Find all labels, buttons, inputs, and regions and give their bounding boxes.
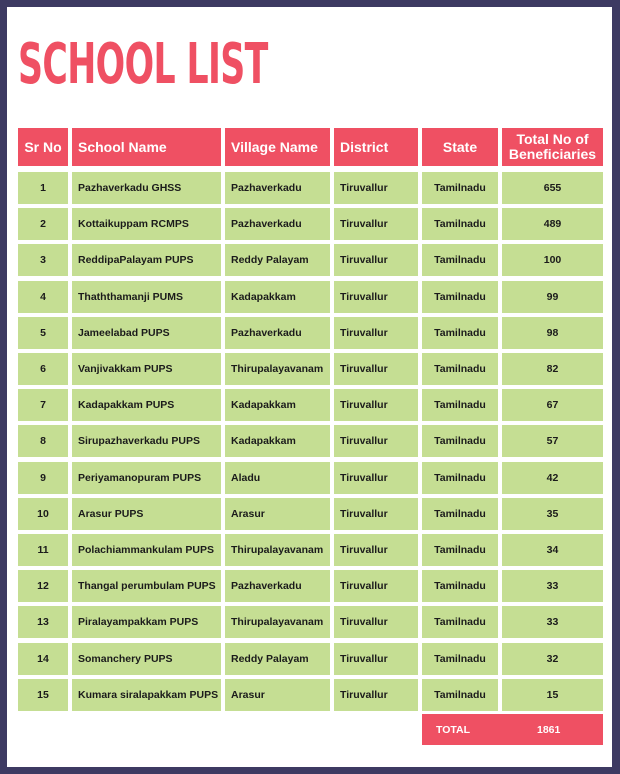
header-sr-no: Sr No <box>18 128 68 166</box>
cell-village-name: Reddy Palayam <box>225 244 330 276</box>
cell-village-name: Arasur <box>225 679 330 711</box>
cell-state: Tamilnadu <box>422 425 498 457</box>
header-beneficiaries: Total No of Beneficiaries <box>502 128 603 166</box>
cell-beneficiaries: 99 <box>502 281 603 313</box>
cell-sr-no: 9 <box>18 462 68 494</box>
cell-beneficiaries: 655 <box>502 172 603 204</box>
cell-sr-no: 1 <box>18 172 68 204</box>
cell-state: Tamilnadu <box>422 679 498 711</box>
cell-village-name: Kadapakkam <box>225 389 330 421</box>
cell-village-name: Thirupalayavanam <box>225 606 330 638</box>
cell-beneficiaries: 98 <box>502 317 603 349</box>
cell-district: Tiruvallur <box>334 281 418 313</box>
cell-village-name: Pazhaverkadu <box>225 317 330 349</box>
cell-school-name: Thaththamanji PUMS <box>72 281 221 313</box>
cell-state: Tamilnadu <box>422 317 498 349</box>
cell-state: Tamilnadu <box>422 244 498 276</box>
cell-school-name: Sirupazhaverkadu PUPS <box>72 425 221 457</box>
cell-beneficiaries: 82 <box>502 353 603 385</box>
cell-village-name: Thirupalayavanam <box>225 353 330 385</box>
cell-village-name: Reddy Palayam <box>225 643 330 675</box>
cell-sr-no: 5 <box>18 317 68 349</box>
cell-school-name: Piralayampakkam PUPS <box>72 606 221 638</box>
total-row <box>422 714 603 745</box>
cell-district: Tiruvallur <box>334 462 418 494</box>
cell-state: Tamilnadu <box>422 281 498 313</box>
cell-sr-no: 14 <box>18 643 68 675</box>
cell-school-name: Kadapakkam PUPS <box>72 389 221 421</box>
cell-state: Tamilnadu <box>422 643 498 675</box>
header-village-name: Village Name <box>225 128 330 166</box>
cell-state: Tamilnadu <box>422 172 498 204</box>
cell-village-name: Pazhaverkadu <box>225 208 330 240</box>
page-frame <box>7 7 612 767</box>
cell-beneficiaries: 57 <box>502 425 603 457</box>
cell-district: Tiruvallur <box>334 208 418 240</box>
cell-state: Tamilnadu <box>422 208 498 240</box>
cell-sr-no: 4 <box>18 281 68 313</box>
cell-school-name: Vanjivakkam PUPS <box>72 353 221 385</box>
cell-district: Tiruvallur <box>334 389 418 421</box>
cell-district: Tiruvallur <box>334 679 418 711</box>
cell-beneficiaries: 33 <box>502 570 603 602</box>
cell-district: Tiruvallur <box>334 317 418 349</box>
cell-sr-no: 15 <box>18 679 68 711</box>
total-label: TOTAL <box>436 724 471 736</box>
page-title: SCHOOL LIST <box>18 32 268 97</box>
cell-beneficiaries: 489 <box>502 208 603 240</box>
cell-sr-no: 3 <box>18 244 68 276</box>
cell-school-name: Kumara siralapakkam PUPS <box>72 679 221 711</box>
cell-village-name: Kadapakkam <box>225 281 330 313</box>
cell-beneficiaries: 15 <box>502 679 603 711</box>
cell-state: Tamilnadu <box>422 389 498 421</box>
cell-district: Tiruvallur <box>334 353 418 385</box>
cell-village-name: Aladu <box>225 462 330 494</box>
cell-sr-no: 7 <box>18 389 68 421</box>
cell-district: Tiruvallur <box>334 643 418 675</box>
cell-village-name: Kadapakkam <box>225 425 330 457</box>
total-value: 1861 <box>537 724 561 736</box>
cell-district: Tiruvallur <box>334 606 418 638</box>
cell-village-name: Arasur <box>225 498 330 530</box>
cell-school-name: Polachiammankulam PUPS <box>72 534 221 566</box>
cell-beneficiaries: 35 <box>502 498 603 530</box>
cell-village-name: Pazhaverkadu <box>225 570 330 602</box>
cell-village-name: Pazhaverkadu <box>225 172 330 204</box>
cell-state: Tamilnadu <box>422 498 498 530</box>
cell-sr-no: 2 <box>18 208 68 240</box>
cell-village-name: Thirupalayavanam <box>225 534 330 566</box>
cell-sr-no: 8 <box>18 425 68 457</box>
cell-district: Tiruvallur <box>334 570 418 602</box>
cell-beneficiaries: 34 <box>502 534 603 566</box>
cell-beneficiaries: 33 <box>502 606 603 638</box>
cell-sr-no: 12 <box>18 570 68 602</box>
cell-state: Tamilnadu <box>422 353 498 385</box>
cell-district: Tiruvallur <box>334 244 418 276</box>
cell-state: Tamilnadu <box>422 606 498 638</box>
cell-state: Tamilnadu <box>422 570 498 602</box>
cell-school-name: Somanchery PUPS <box>72 643 221 675</box>
cell-state: Tamilnadu <box>422 462 498 494</box>
cell-school-name: Thangal perumbulam PUPS <box>72 570 221 602</box>
header-state: State <box>422 128 498 166</box>
cell-sr-no: 11 <box>18 534 68 566</box>
cell-beneficiaries: 67 <box>502 389 603 421</box>
cell-district: Tiruvallur <box>334 498 418 530</box>
cell-school-name: Arasur PUPS <box>72 498 221 530</box>
cell-state: Tamilnadu <box>422 534 498 566</box>
cell-district: Tiruvallur <box>334 425 418 457</box>
cell-school-name: Jameelabad PUPS <box>72 317 221 349</box>
cell-sr-no: 6 <box>18 353 68 385</box>
cell-school-name: Kottaikuppam RCMPS <box>72 208 221 240</box>
header-school-name: School Name <box>72 128 221 166</box>
cell-beneficiaries: 42 <box>502 462 603 494</box>
cell-school-name: Periyamanopuram PUPS <box>72 462 221 494</box>
cell-sr-no: 10 <box>18 498 68 530</box>
cell-district: Tiruvallur <box>334 534 418 566</box>
cell-beneficiaries: 32 <box>502 643 603 675</box>
cell-school-name: Pazhaverkadu GHSS <box>72 172 221 204</box>
cell-beneficiaries: 100 <box>502 244 603 276</box>
cell-school-name: ReddipaPalayam PUPS <box>72 244 221 276</box>
header-district: District <box>334 128 418 166</box>
cell-district: Tiruvallur <box>334 172 418 204</box>
cell-sr-no: 13 <box>18 606 68 638</box>
